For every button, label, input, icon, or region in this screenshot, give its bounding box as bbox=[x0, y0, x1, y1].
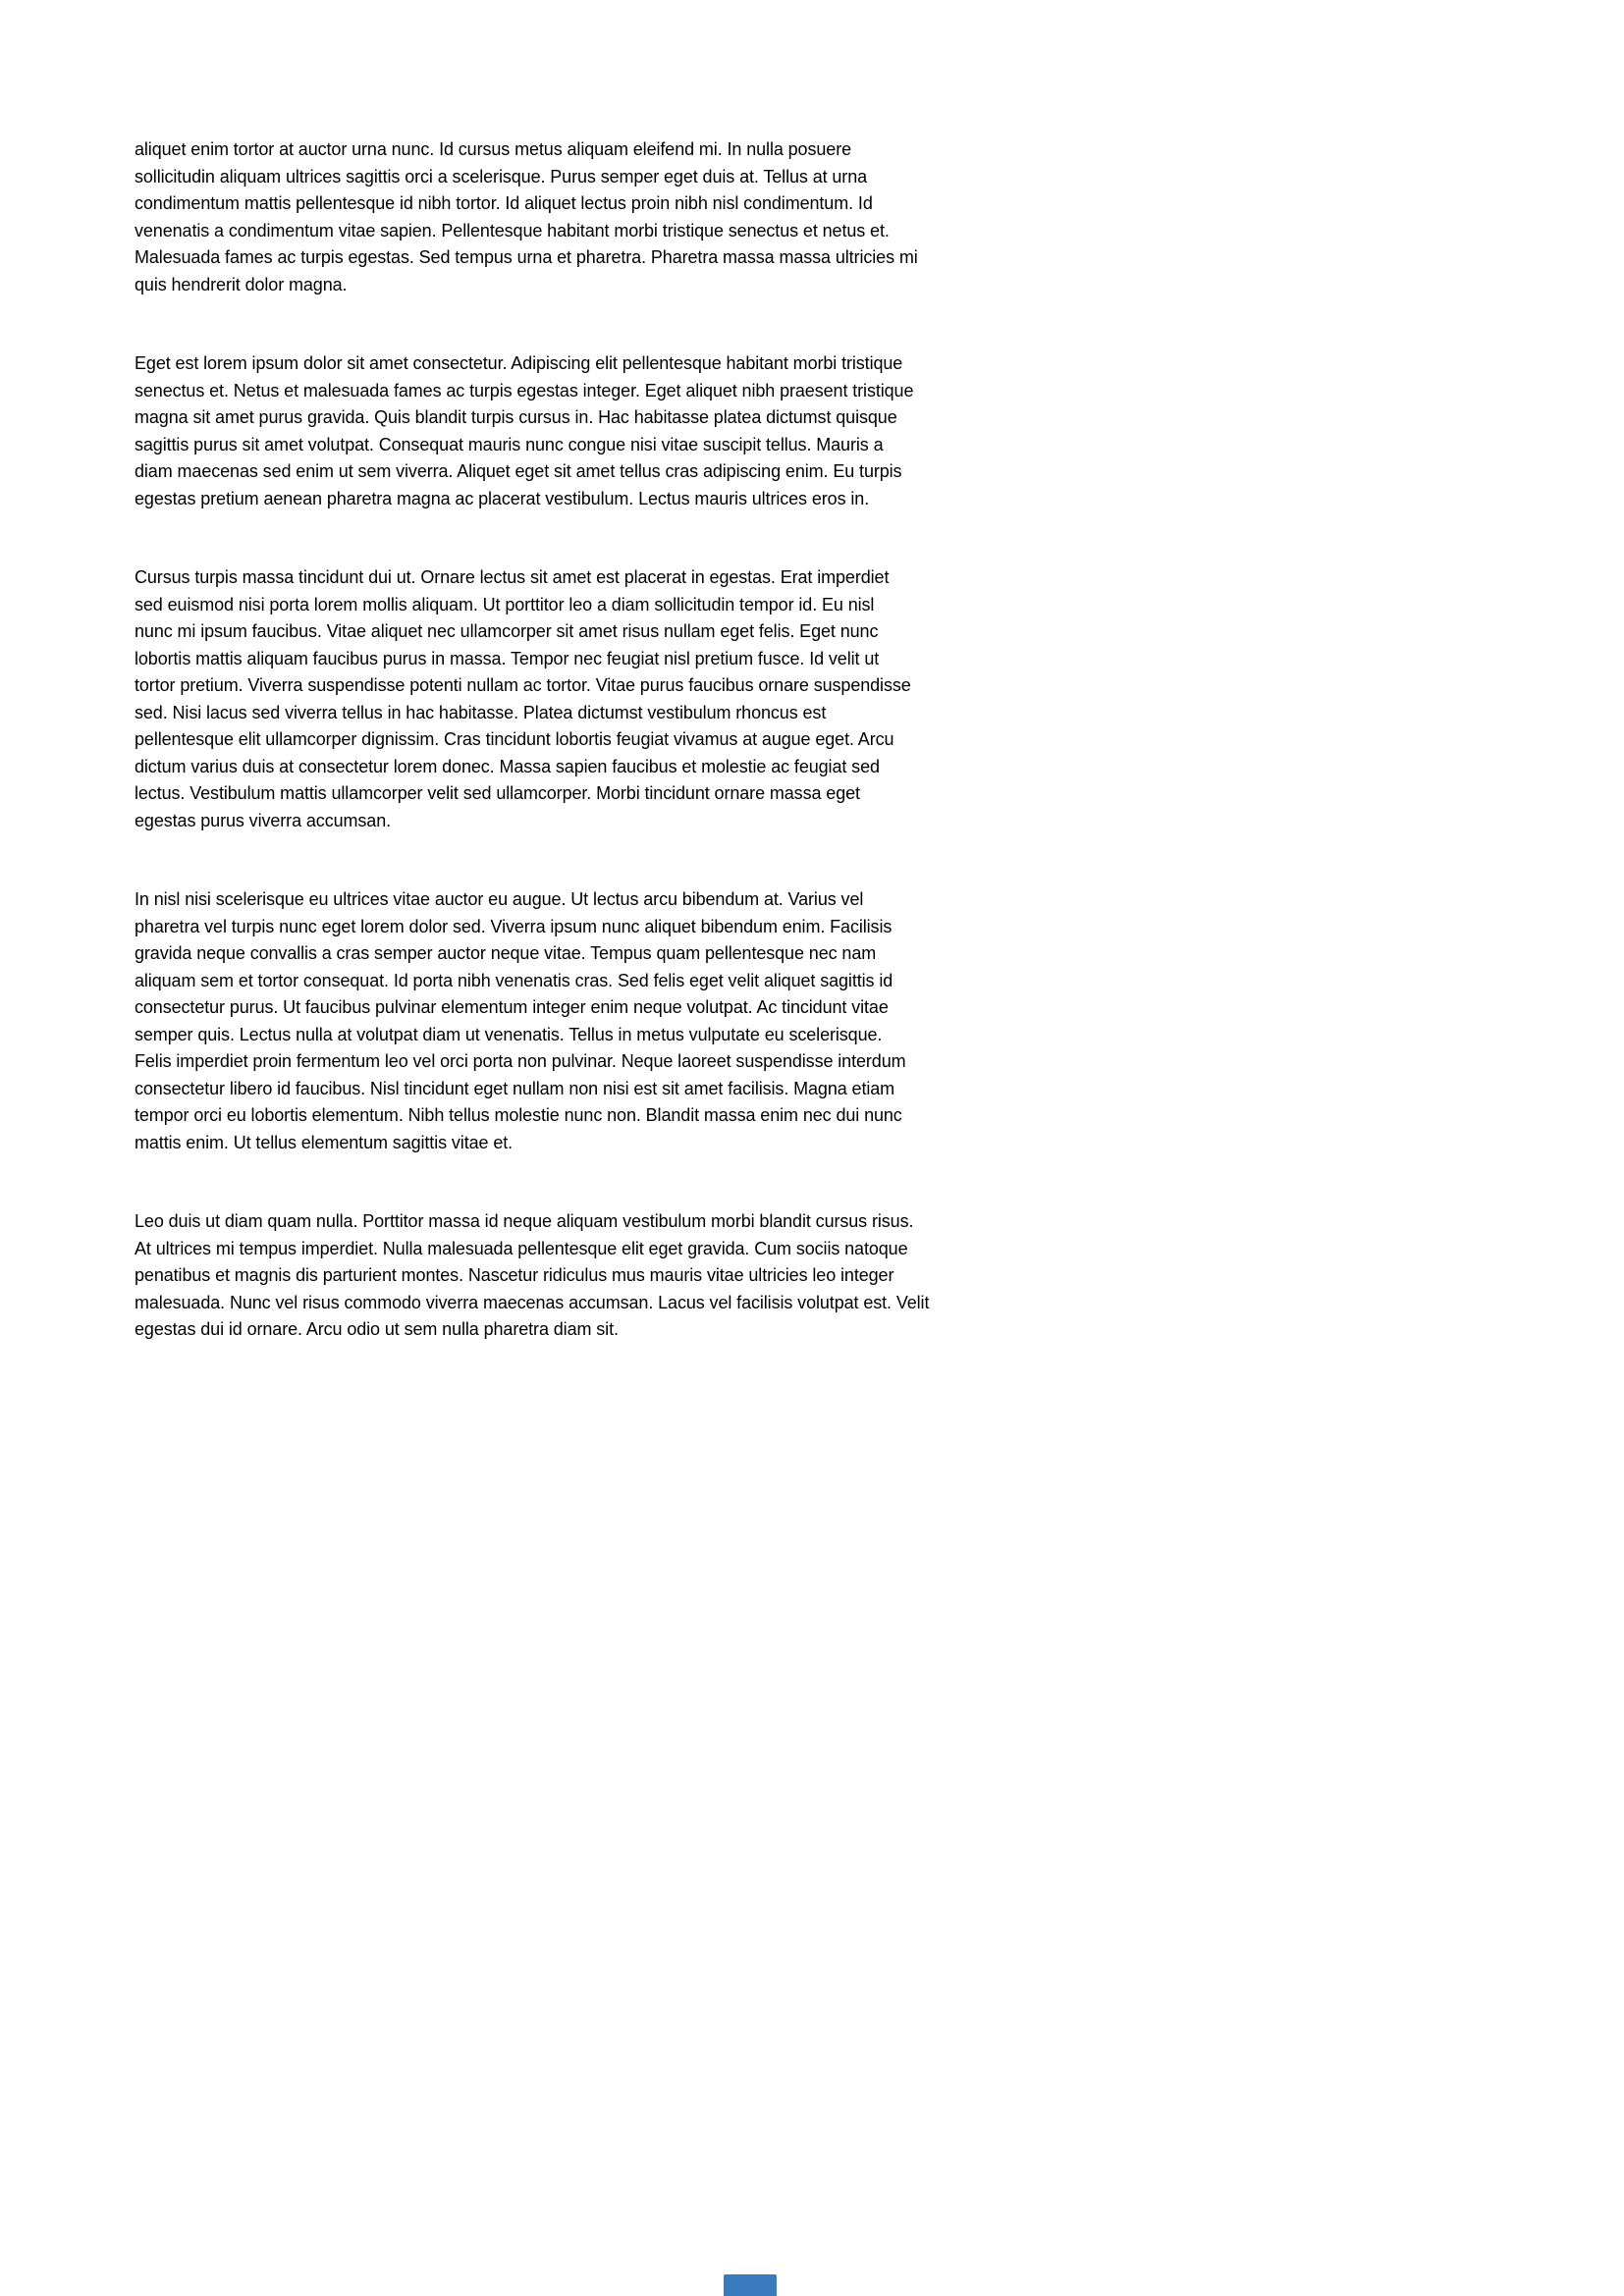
text-line: magna sit amet purus gravida. Quis blandit turpis cursus in. Hac habitasse platea dictumst quisque bbox=[135, 407, 897, 427]
text-line: dictum varius duis at consectetur lorem donec. Massa sapien faucibus et molestie ac feugiat sed bbox=[135, 756, 880, 776]
text-line: tempor orci eu lobortis elementum. Nibh tellus molestie nunc non. Blandit massa enim nec dui nunc bbox=[135, 1105, 902, 1125]
text-line: lobortis mattis aliquam faucibus purus in massa. Tempor nec feugiat nisl pretium fusce. Id velit ut bbox=[135, 648, 880, 668]
text-line: condimentum mattis pellentesque id nibh tortor. Id aliquet lectus proin nibh nisl condimentum. Id bbox=[135, 193, 873, 213]
text-line: sollicitudin aliquam ultrices sagittis orci a scelerisque. Purus semper eget duis at. Tellus at urna bbox=[135, 166, 868, 187]
text-line: gravida neque convallis a cras semper auctor neque vitae. Tempus quam pellentesque nec nam bbox=[135, 943, 877, 963]
text-line: senectus et. Netus et malesuada fames ac turpis egestas integer. Eget aliquet nibh praesent tristique bbox=[135, 380, 914, 400]
text-line: malesuada. Nunc vel risus commodo viverra maecenas accumsan. Lacus vel facilisis volutpat est. Velit bbox=[135, 1292, 930, 1312]
text-line: penatibus et magnis dis parturient montes. Nascetur ridiculus mus mauris vitae ultricies leo integer bbox=[135, 1265, 894, 1285]
text-line: sed. Nisi lacus sed viverra tellus in hac habitasse. Platea dictumst vestibulum rhoncus est bbox=[135, 702, 827, 722]
text-line: quis hendrerit dolor magna. bbox=[135, 274, 348, 294]
text-line: aliquet enim tortor at auctor urna nunc. Id cursus metus aliquam eleifend mi. In nulla posuere bbox=[135, 139, 851, 159]
text-line: diam maecenas sed enim ut sem viverra. Aliquet eget sit amet tellus cras adipiscing enim. Eu turpis bbox=[135, 461, 902, 481]
text-line: At ultrices mi tempus imperdiet. Nulla malesuada pellentesque elit eget gravida. Cum sociis natoque bbox=[135, 1238, 908, 1258]
text-line: Leo duis ut diam quam nulla. Porttitor massa id neque aliquam vestibulum morbi blandit cursus risus. bbox=[135, 1211, 914, 1231]
text-line: pellentesque elit ullamcorper dignissim. Cras tincidunt lobortis feugiat vivamus at augue eget. Arcu bbox=[135, 729, 894, 749]
paragraph bbox=[135, 350, 1234, 512]
paragraph bbox=[135, 886, 1234, 1156]
text-line: pharetra vel turpis nunc eget lorem dolor sed. Viverra ipsum nunc aliquet bibendum enim. Facilisis bbox=[135, 916, 893, 936]
text-line: egestas dui id ornare. Arcu odio ut sem nulla pharetra diam sit. bbox=[135, 1319, 619, 1339]
text-line: venenatis a condimentum vitae sapien. Pellentesque habitant morbi tristique senectus et netus et. bbox=[135, 220, 890, 240]
text-line: In nisl nisi scelerisque eu ultrices vitae auctor eu augue. Ut lectus arcu bibendum at. Varius vel bbox=[135, 889, 864, 909]
text-line: sagittis purus sit amet volutpat. Consequat mauris nunc congue nisi vitae suscipit tellus. Mauris a bbox=[135, 434, 884, 454]
text-line: mattis enim. Ut tellus elementum sagittis vitae et. bbox=[135, 1132, 514, 1152]
paragraph bbox=[135, 564, 1234, 834]
text-line: Malesuada fames ac turpis egestas. Sed tempus urna et pharetra. Pharetra massa massa ultricies mi bbox=[135, 247, 918, 267]
text-line: Felis imperdiet proin fermentum leo vel orci porta non pulvinar. Neque laoreet suspendisse interdum bbox=[135, 1051, 906, 1071]
text-line: semper quis. Lectus nulla at volutpat diam ut venenatis. Tellus in metus vulputate eu scelerisque. bbox=[135, 1024, 883, 1044]
text-line: Cursus turpis massa tincidunt dui ut. Ornare lectus sit amet est placerat in egestas. Erat imperdiet bbox=[135, 567, 890, 587]
text-line: nunc mi ipsum faucibus. Vitae aliquet nec ullamcorper sit amet risus nullam eget felis. Eget nunc bbox=[135, 621, 879, 641]
paragraph bbox=[135, 1208, 1234, 1344]
text-line: consectetur purus. Ut faucibus pulvinar elementum integer enim neque volutpat. Ac tincidunt vitae bbox=[135, 997, 889, 1017]
paragraph bbox=[135, 136, 1234, 298]
text-line: Eget est lorem ipsum dolor sit amet consectetur. Adipiscing elit pellentesque habitant morbi tristique bbox=[135, 353, 903, 373]
text-line: egestas purus viverra accumsan. bbox=[135, 810, 392, 830]
text-line: lectus. Vestibulum mattis ullamcorper velit sed ullamcorper. Morbi tincidunt ornare massa eget bbox=[135, 783, 860, 803]
page-bottom-blue-element bbox=[724, 2274, 777, 2296]
text-line: tortor pretium. Viverra suspendisse potenti nullam ac tortor. Vitae purus faucibus ornare suspendisse bbox=[135, 675, 911, 695]
text-line: sed euismod nisi porta lorem mollis aliquam. Ut porttitor leo a diam sollicitudin tempor id. Eu nisl bbox=[135, 594, 875, 614]
text-line: consectetur libero id faucibus. Nisl tincidunt eget nullam non nisi est sit amet facilisis. Magna etiam bbox=[135, 1078, 895, 1098]
text-line: egestas pretium aenean pharetra magna ac placerat vestibulum. Lectus mauris ultrices eros in. bbox=[135, 488, 870, 508]
document-text bbox=[135, 136, 1234, 1344]
text-line: aliquam sem et tortor consequat. Id porta nibh venenatis cras. Sed felis eget velit aliquet sagittis id bbox=[135, 970, 893, 990]
